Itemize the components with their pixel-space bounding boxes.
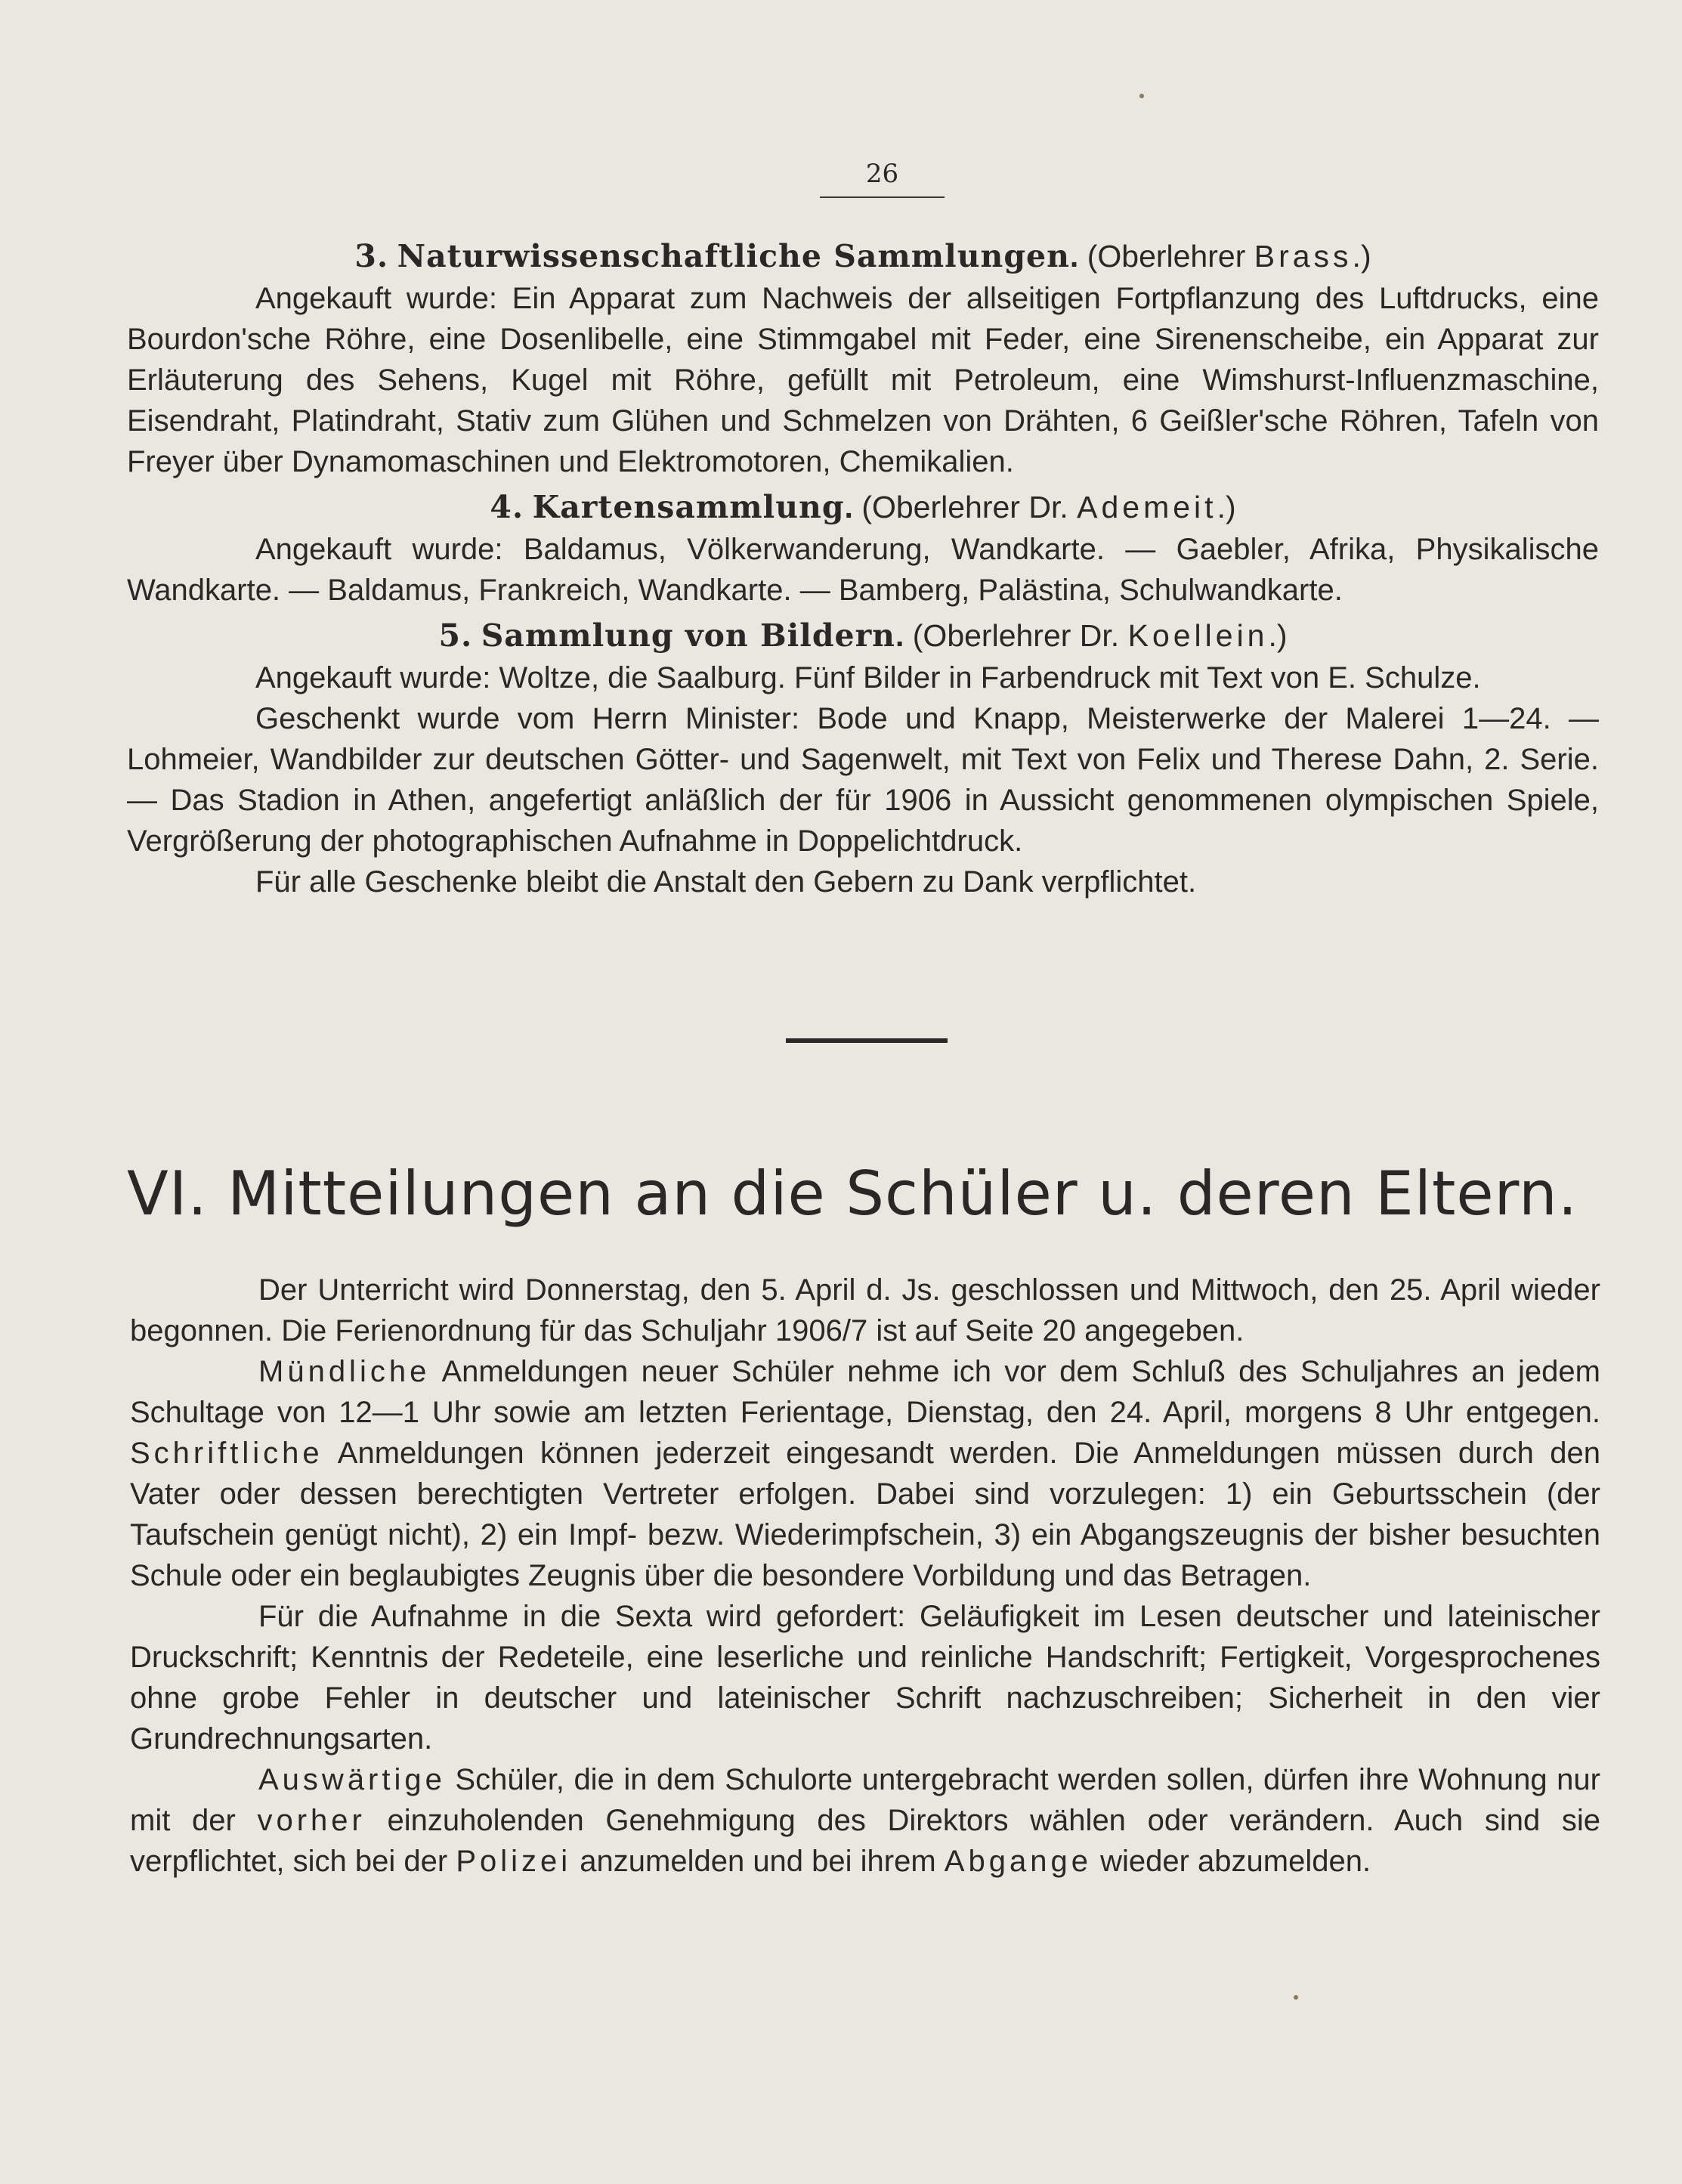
note-suffix: .) (1352, 239, 1371, 274)
teacher-name: Brass (1254, 239, 1353, 274)
section-heading-map-collection: 4. Kartensammlung. (Oberlehrer Dr. Ademeit.) (490, 489, 1236, 525)
note-suffix: .) (1217, 490, 1236, 524)
text-run: Anmeldungen können jederzeit eingesandt werden. Die Anmeldungen müssen durch den Vater oder dessen berechtigten Vertreter erfolgen. Dabei sind vorzulegen: 1) ein Geburtsschein (der Taufschein genügt nicht), 2) ein Impf- bezw. Wiederimpfschein, 3) ein Abgangszeugnis der bisher besuchten Schule oder ein beglaubigtes Zeugnis über die besondere Vorbildung und das Betragen. (130, 1437, 1600, 1592)
spaced-emphasis: Schriftliche (130, 1437, 323, 1470)
text-run: einzuholenden Genehmigung des Direktors wählen oder verändern. Auch sind sie verpflichtet, sich bei der (130, 1804, 1600, 1878)
paragraph: Geschenkt wurde vom Herrn Minister: Bode und Knapp, Meisterwerke der Malerei 1—24. — Lohmeier, Wandbilder zur deutschen Götter- und Sagenwelt, mit Text von Felix und Therese Dahn, 2. Serie. — Das Stadion in Athen, angefertigt anläßlich der für 1906 in Aussicht genommenen olympischen Spiele, Vergrößerung der photographischen Aufnahme in Doppelichtdruck. (127, 702, 1599, 858)
section-number: 5. (438, 617, 473, 654)
paper-speck (1294, 1995, 1298, 2000)
note-suffix: .) (1268, 618, 1288, 653)
paragraph: Angekauft wurde: Baldamus, Völkerwanderung, Wandkarte. — Gaebler, Afrika, Physikalische Wandkarte. — Baldamus, Frankreich, Wandkarte. — Bamberg, Palästina, Schulwandkarte. (127, 533, 1599, 607)
paper-speck (1139, 94, 1144, 98)
section-heading-picture-collection: 5. Sammlung von Bildern. (Oberlehrer Dr. Koellein.) (438, 617, 1288, 654)
chapter-body (130, 1270, 1600, 1882)
section-number: 4. (490, 489, 524, 525)
section-note (913, 618, 1288, 653)
section-divider (786, 1038, 948, 1043)
chapter-heading: VI. Mitteilungen an die Schüler u. deren Eltern. (127, 1159, 1578, 1229)
section-title: Naturwissenschaftliche Sammlungen (397, 238, 1070, 274)
section-note (861, 490, 1235, 524)
note-prefix: (Oberlehrer (1087, 239, 1254, 274)
spaced-emphasis: Mündliche (258, 1355, 431, 1388)
spaced-emphasis: Auswärtige (258, 1763, 446, 1796)
spaced-emphasis: Polizei (456, 1845, 572, 1878)
paragraph (130, 1351, 1600, 1596)
section-title: Sammlung von Bildern (481, 617, 895, 654)
collections-section (127, 234, 1599, 902)
note-prefix: (Oberlehrer Dr. (912, 618, 1128, 653)
text-run: anzumelden und bei ihrem (571, 1845, 945, 1878)
paragraph: Angekauft wurde: Ein Apparat zum Nachweis der allseitigen Fortpflanzung des Luftdrucks, eine Bourdon'sche Röhre, eine Dosenlibelle, eine Stimmgabel mit Feder, eine Sirenenscheibe, ein Apparat zur Erläuterung des Sehens, Kugel mit Röhre, gefüllt mit Petroleum, eine Wimshurst-Influenzmaschine, Eisendraht, Platindraht, Stativ zum Glühen und Schmelzen von Drähten, 6 Geißler'sche Röhren, Tafeln von Freyer über Dynamomaschinen und Elektromotoren, Chemikalien. (127, 282, 1599, 478)
text-run: Schüler, die in dem Schulorte untergebracht werden sollen, dürfen ihre Wohnung nur mit der (130, 1763, 1600, 1837)
section-title: Kartensammlung (532, 489, 845, 525)
paragraph: Für alle Geschenke bleibt die Anstalt den Gebern zu Dank verpflichtet. (255, 865, 1197, 899)
section-number: 3. (354, 238, 389, 274)
spaced-emphasis: vorher (257, 1804, 366, 1837)
spaced-emphasis: Abgange (944, 1845, 1092, 1878)
page-number: 26 (820, 159, 945, 198)
paragraph: Angekauft wurde: Woltze, die Saalburg. Fünf Bilder in Farbendruck mit Text von E. Schulze. (255, 661, 1481, 694)
section-note (1087, 239, 1371, 274)
section-heading-natural-science: 3. Naturwissenschaftliche Sammlungen. (Oberlehrer Brass.) (354, 238, 1371, 274)
teacher-name: Koellein (1127, 618, 1269, 653)
text-run: wieder abzumelden. (1091, 1845, 1371, 1878)
paragraph: Der Unterricht wird Donnerstag, den 5. April d. Js. geschlossen und Mittwoch, den 25. April wieder begonnen. Die Ferienordnung für das Schuljahr 1906/7 ist auf Seite 20 angegeben. (130, 1273, 1600, 1347)
note-prefix: (Oberlehrer Dr. (861, 490, 1078, 524)
teacher-name: Ademeit (1077, 490, 1217, 524)
text-run: Anmeldungen neuer Schüler nehme ich vor dem Schluß des Schuljahres an jedem Schultage von 12—1 Uhr sowie am letzten Ferientage, Dienstag, den 24. April, morgens 8 Uhr entgegen. (130, 1355, 1600, 1429)
paragraph (130, 1759, 1600, 1882)
paragraph: Für die Aufnahme in die Sexta wird gefordert: Geläufigkeit im Lesen deutscher und lateinischer Druckschrift; Kenntnis der Redeteile, eine leserliche und reinliche Handschrift; Fertigkeit, Vorgesprochenes ohne grobe Fehler in deutscher und lateinischer Schrift nachzuschreiben; Sicherheit in den vier Grundrechnungsarten. (130, 1600, 1600, 1756)
